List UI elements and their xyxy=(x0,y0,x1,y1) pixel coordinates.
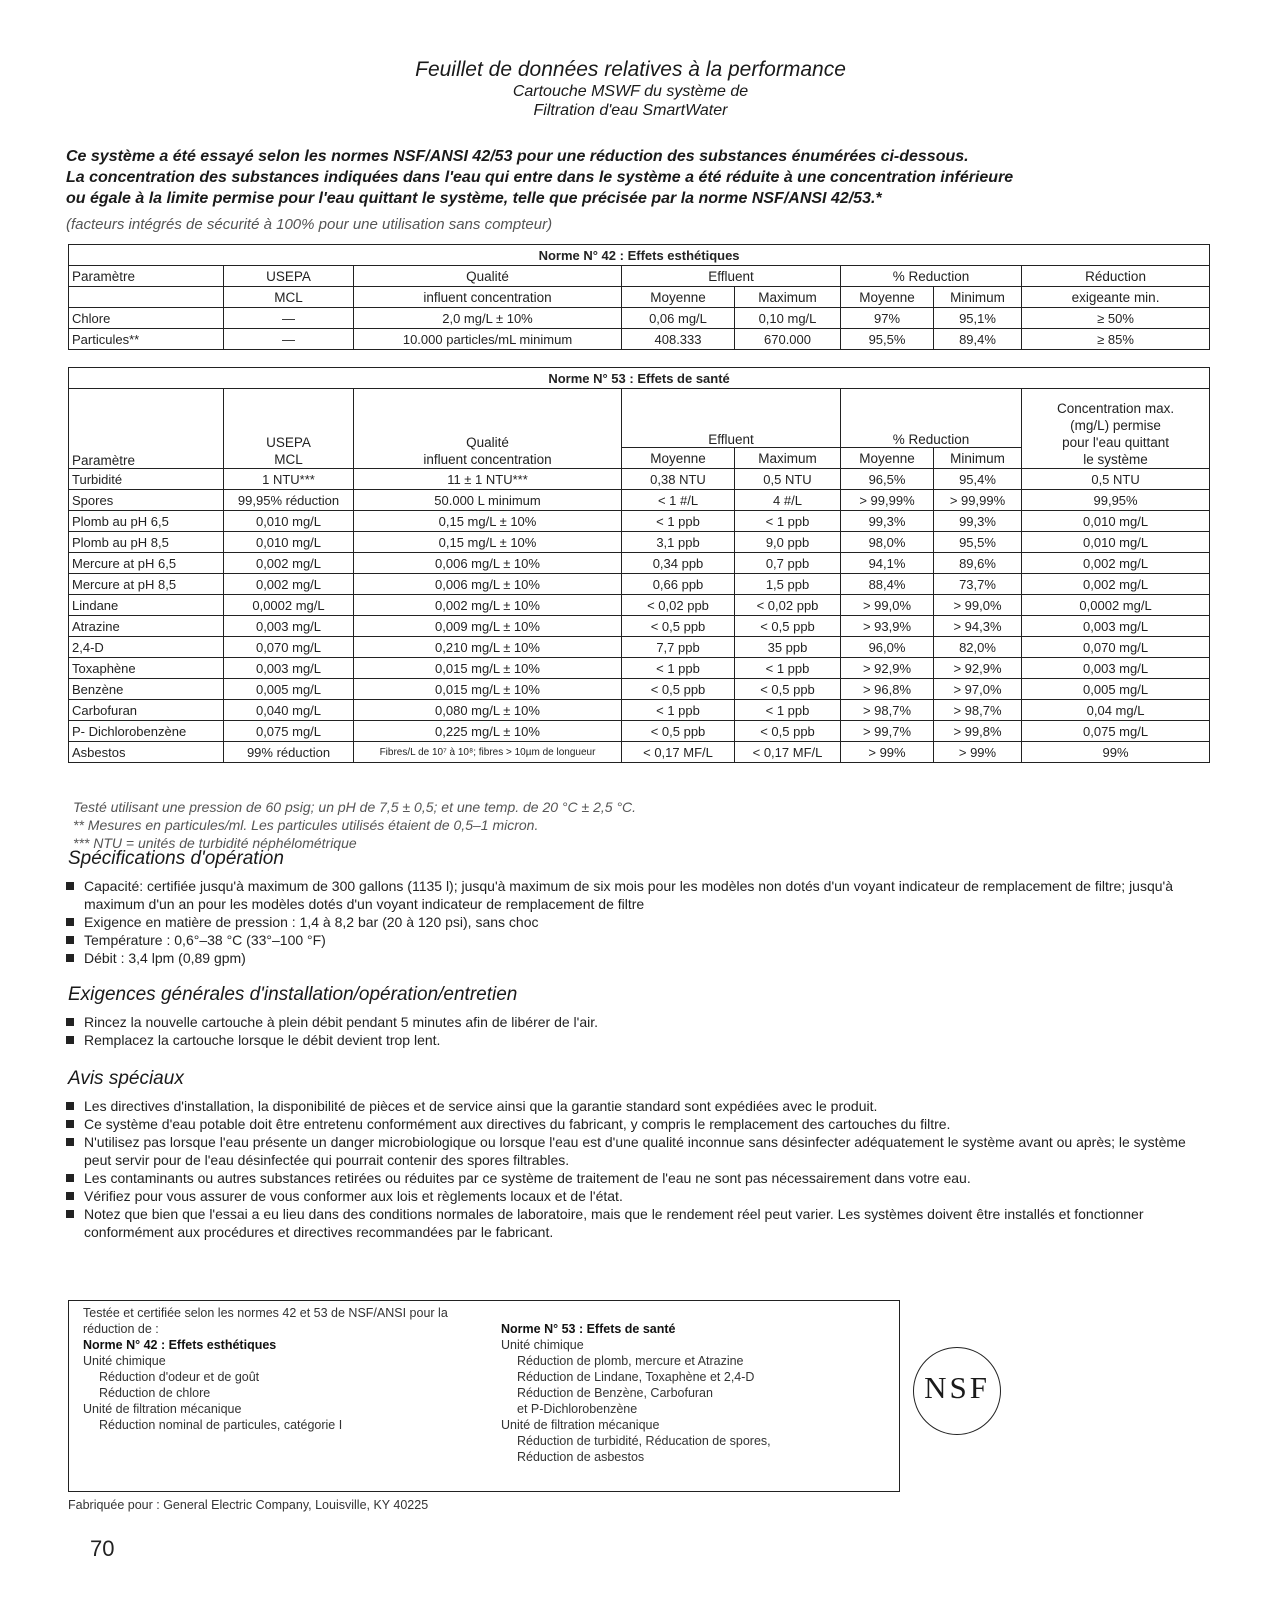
table-cell: 670.000 xyxy=(735,329,841,350)
table-cell: < 0,5 ppb xyxy=(735,721,841,742)
cert-left-lines xyxy=(83,1353,483,1433)
footnote: Testé utilisant une pression de 60 psig; un pH de 7,5 ± 0,5; et une temp. de 20 °C ± 2,5 °C. xyxy=(73,799,637,815)
table-cell: 0,009 mg/L ± 10% xyxy=(354,616,622,637)
section-heading-avis: Avis spéciaux xyxy=(68,1068,184,1089)
cert-line: Réduction de Benzène, Carbofuran xyxy=(517,1386,713,1400)
cert-left-column xyxy=(83,1305,483,1433)
table-cell: 0,006 mg/L ± 10% xyxy=(354,553,622,574)
cert-right-title: Norme N° 53 : Effets de santé xyxy=(501,1322,676,1336)
certification-box xyxy=(68,1300,900,1492)
table-cell: 0,002 mg/L xyxy=(1022,574,1210,595)
list-item-text: Ce système d'eau potable doit être entretenu conformément aux directives du fabricant, y compris le remplacement des cartouches du filtre. xyxy=(84,1116,951,1132)
table-cell: 0,0002 mg/L xyxy=(224,595,354,616)
bullet-square-icon xyxy=(66,1210,74,1218)
table-cell: 99% réduction xyxy=(224,742,354,763)
table-cell: < 0,02 ppb xyxy=(735,595,841,616)
header-blank xyxy=(69,287,224,308)
table-row xyxy=(69,595,1210,616)
table-cell: 0,040 mg/L xyxy=(224,700,354,721)
table-cell: 0,5 NTU xyxy=(1022,469,1210,490)
table-cell: 9,0 ppb xyxy=(735,532,841,553)
nsf-logo xyxy=(913,1347,1001,1435)
table-cell: 1 NTU*** xyxy=(224,469,354,490)
header-effluent: Effluent xyxy=(622,389,841,448)
header-concentration-max xyxy=(1022,389,1210,469)
cert-line: Réduction d'odeur et de goût xyxy=(99,1370,260,1384)
table-footnotes xyxy=(73,798,636,852)
nsf-logo-text: NSF xyxy=(924,1370,990,1405)
table-cell: 0,002 mg/L xyxy=(1022,553,1210,574)
header-qualite: Qualité xyxy=(354,266,622,287)
table-cell: < 1 ppb xyxy=(735,511,841,532)
table-cell: 99,3% xyxy=(934,511,1022,532)
list-item xyxy=(66,1031,1206,1049)
header-effluent: Effluent xyxy=(622,266,841,287)
cert-right-lines xyxy=(501,1337,891,1465)
header-influent: influent concentration xyxy=(354,287,622,308)
table-row xyxy=(69,490,1210,511)
table-cell: — xyxy=(224,329,354,350)
row-parameter: Mercure at pH 6,5 xyxy=(69,553,224,574)
cert-line: Réduction de asbestos xyxy=(517,1450,645,1464)
intro-paragraph xyxy=(66,146,1206,209)
table-cell: < 0,5 ppb xyxy=(622,679,735,700)
table-cell: 0,010 mg/L xyxy=(224,532,354,553)
list-item xyxy=(66,1097,1206,1115)
list-item-text: Les directives d'installation, la disponibilité de pièces et de service ainsi que la garantie standard sont expédiées avec le produit. xyxy=(84,1098,878,1114)
table-cell: > 99,99% xyxy=(841,490,934,511)
list-item-text: N'utilisez pas lorsque l'eau présente un danger microbiologique ou lorsque l'eau est d'une qualité inconnue sans désinfecter adéquatement le système avant ou après; le système peut servir pour de l'eau désinfectée qui pourrait contenir des spores filtrables. xyxy=(84,1134,1186,1168)
cert-intro: Testée et certifiée selon les normes 42 et 53 de NSF/ANSI pour la réduction de : xyxy=(83,1306,448,1336)
table-cell: < 1 ppb xyxy=(622,658,735,679)
table-cell: 0,5 NTU xyxy=(735,469,841,490)
row-parameter: P- Dichlorobenzène xyxy=(69,721,224,742)
table-row xyxy=(69,574,1210,595)
table-row xyxy=(69,742,1210,763)
row-parameter: Chlore xyxy=(69,308,224,329)
table-norm-title: Norme N° 42 : Effets esthétiques xyxy=(69,245,1210,266)
table-cell: < 1 ppb xyxy=(622,511,735,532)
table-row xyxy=(69,679,1210,700)
header-conc-line: pour l'eau quittant xyxy=(1062,435,1169,450)
table-row xyxy=(69,700,1210,721)
cert-line: Unité de filtration mécanique xyxy=(501,1418,660,1432)
list-item xyxy=(66,1115,1206,1133)
bullet-square-icon xyxy=(66,954,74,962)
table-cell: > 99% xyxy=(841,742,934,763)
table-cell: < 0,17 MF/L xyxy=(622,742,735,763)
header-conc-line: Concentration max. xyxy=(1057,401,1175,416)
list-item xyxy=(66,1169,1206,1187)
header-conc-line: le système xyxy=(1083,452,1148,467)
bullet-square-icon xyxy=(66,1120,74,1128)
table-cell: > 92,9% xyxy=(841,658,934,679)
table-cell: 99,3% xyxy=(841,511,934,532)
row-parameter: Benzène xyxy=(69,679,224,700)
cert-line: Unité de filtration mécanique xyxy=(83,1402,242,1416)
bullet-square-icon xyxy=(66,1192,74,1200)
cert-line: Réduction de turbidité, Réducation de spores, xyxy=(517,1434,771,1448)
cert-line: Réduction de Lindane, Toxaphène et 2,4-D xyxy=(517,1370,755,1384)
table-cell: 0,010 mg/L xyxy=(224,511,354,532)
table-cell: 0,005 mg/L xyxy=(224,679,354,700)
row-parameter: Turbidité xyxy=(69,469,224,490)
bullet-square-icon xyxy=(66,936,74,944)
table-cell: > 99% xyxy=(934,742,1022,763)
list-item-text: Débit : 3,4 lpm (0,89 gpm) xyxy=(84,950,246,966)
table-cell: 11 ± 1 NTU*** xyxy=(354,469,622,490)
subtitle-line-1: Cartouche MSWF du système de xyxy=(512,83,749,100)
table-cell: > 97,0% xyxy=(934,679,1022,700)
table-row xyxy=(69,658,1210,679)
table-row xyxy=(69,329,1210,350)
header-qualite-block xyxy=(354,389,622,469)
intro-line: ou égale à la limite permise pour l'eau quittant le système, telle que précisée par la norme NSF/ANSI 42/53.* xyxy=(66,190,882,207)
table-cell: 95,1% xyxy=(934,308,1022,329)
table-cell: 0,075 mg/L xyxy=(1022,721,1210,742)
list-item xyxy=(66,1205,1206,1241)
table-cell: 97% xyxy=(841,308,934,329)
table-cell: 95,4% xyxy=(934,469,1022,490)
header-parametre: Paramètre xyxy=(69,266,224,287)
list-item-text: Remplacez la cartouche lorsque le débit devient trop lent. xyxy=(84,1032,441,1048)
table-cell: 0,04 mg/L xyxy=(1022,700,1210,721)
row-parameter: Toxaphène xyxy=(69,658,224,679)
header-maximum: Maximum xyxy=(735,448,841,469)
table-cell: 0,005 mg/L xyxy=(1022,679,1210,700)
table-cell: 408.333 xyxy=(622,329,735,350)
table-cell: 99,95% réduction xyxy=(224,490,354,511)
table-cell: < 0,17 MF/L xyxy=(735,742,841,763)
install-list xyxy=(66,1013,1206,1049)
table-cell: 98,0% xyxy=(841,532,934,553)
table-cell: 0,070 mg/L xyxy=(1022,637,1210,658)
bullet-square-icon xyxy=(66,1138,74,1146)
header-usepa-mcl xyxy=(224,389,354,469)
cert-line: Unité chimique xyxy=(83,1354,166,1368)
cert-line: Unité chimique xyxy=(501,1338,584,1352)
page-number: 70 xyxy=(90,1536,115,1561)
table-cell: 0,06 mg/L xyxy=(622,308,735,329)
table-cell: 0,210 mg/L ± 10% xyxy=(354,637,622,658)
bullet-square-icon xyxy=(66,1036,74,1044)
list-item-text: Exigence en matière de pression : 1,4 à 8,2 bar (20 à 120 psi), sans choc xyxy=(84,914,539,930)
table-cell: > 98,7% xyxy=(841,700,934,721)
list-item-text: Capacité: certifiée jusqu'à maximum de 300 gallons (1135 l); jusqu'à maximum de six mois pour les modèles non dotés d'un voyant indicateur de remplacement de filtre; jusqu'à maximum d'un an pour les modèles dotés d'un voyant indicateur de remplacement de filtre xyxy=(84,878,1173,912)
cert-line: Réduction de chlore xyxy=(99,1386,211,1400)
table-cell: 3,1 ppb xyxy=(622,532,735,553)
list-item-text: Vérifiez pour vous assurer de vous conformer aux lois et règlements locaux et de l'état. xyxy=(84,1188,623,1204)
table-cell: 50.000 L minimum xyxy=(354,490,622,511)
table-cell: > 99,7% xyxy=(841,721,934,742)
row-parameter: Lindane xyxy=(69,595,224,616)
bullet-square-icon xyxy=(66,918,74,926)
header-maximum: Maximum xyxy=(735,287,841,308)
table-cell: > 96,8% xyxy=(841,679,934,700)
table-cell: 73,7% xyxy=(934,574,1022,595)
row-parameter: Carbofuran xyxy=(69,700,224,721)
table-cell: 0,10 mg/L xyxy=(735,308,841,329)
cert-left-title: Norme N° 42 : Effets esthétiques xyxy=(83,1338,277,1352)
table-norme-42 xyxy=(68,244,1210,350)
header-minimum: Minimum xyxy=(934,448,1022,469)
cert-right-column xyxy=(501,1321,891,1465)
table-row xyxy=(69,308,1210,329)
table-row xyxy=(69,511,1210,532)
table-cell: 10.000 particles/mL minimum xyxy=(354,329,622,350)
table-row xyxy=(69,616,1210,637)
table-cell: 0,003 mg/L xyxy=(224,616,354,637)
table-cell: Fibres/L de 10⁷ à 10⁸; fibres > 10µm de longueur xyxy=(354,742,622,763)
header-mcl: MCL xyxy=(274,452,303,467)
table-cell: 0,080 mg/L ± 10% xyxy=(354,700,622,721)
row-parameter: Asbestos xyxy=(69,742,224,763)
table-cell: 96,5% xyxy=(841,469,934,490)
table-cell: 0,010 mg/L xyxy=(1022,532,1210,553)
table-cell: 0,0002 mg/L xyxy=(1022,595,1210,616)
table-cell: 0,015 mg/L ± 10% xyxy=(354,679,622,700)
safety-factors-note: (facteurs intégrés de sécurité à 100% pour une utilisation sans compteur) xyxy=(66,216,553,233)
table-cell: 95,5% xyxy=(934,532,1022,553)
list-item-text: Température : 0,6°–38 °C (33°–100 °F) xyxy=(84,932,326,948)
table-cell: 0,015 mg/L ± 10% xyxy=(354,658,622,679)
table-cell: 0,225 mg/L ± 10% xyxy=(354,721,622,742)
bullet-square-icon xyxy=(66,1102,74,1110)
header-moyenne: Moyenne xyxy=(841,287,934,308)
bullet-square-icon xyxy=(66,882,74,890)
table-cell: 0,006 mg/L ± 10% xyxy=(354,574,622,595)
table-cell: 7,7 ppb xyxy=(622,637,735,658)
table-cell: ≥ 85% xyxy=(1022,329,1210,350)
table-cell: < 1 #/L xyxy=(622,490,735,511)
table-cell: — xyxy=(224,308,354,329)
row-parameter: Particules** xyxy=(69,329,224,350)
list-item xyxy=(66,1187,1206,1205)
table-row xyxy=(69,553,1210,574)
list-item-text: Notez que bien que l'essai a eu lieu dans des conditions normales de laboratoire, mais que le rendement réel peut varier. Les systèmes doivent être installés et fonctionner conformément aux procédures et directives recommandées par le fabricant. xyxy=(84,1206,1144,1240)
header-conc-line: (mg/L) permise xyxy=(1070,418,1161,433)
table-cell: < 1 ppb xyxy=(735,700,841,721)
table-cell: > 99,8% xyxy=(934,721,1022,742)
table-cell: 0,010 mg/L xyxy=(1022,511,1210,532)
table-cell: 0,070 mg/L xyxy=(224,637,354,658)
table-cell: 89,4% xyxy=(934,329,1022,350)
header-usepa: USEPA xyxy=(224,266,354,287)
header-moyenne: Moyenne xyxy=(622,287,735,308)
table-cell: 0,66 ppb xyxy=(622,574,735,595)
table-cell: > 99,0% xyxy=(934,595,1022,616)
table-cell: 94,1% xyxy=(841,553,934,574)
row-parameter: Plomb au pH 8,5 xyxy=(69,532,224,553)
header-minimum: Minimum xyxy=(934,287,1022,308)
list-item xyxy=(66,913,1206,931)
footnote: *** NTU = unités de turbidité néphélométrique xyxy=(73,835,357,851)
title-block xyxy=(0,58,1261,120)
table-cell: 89,6% xyxy=(934,553,1022,574)
list-item-text: Rincez la nouvelle cartouche à plein débit pendant 5 minutes afin de libérer de l'air. xyxy=(84,1014,598,1030)
table-cell: < 0,02 ppb xyxy=(622,595,735,616)
cert-line: Réduction de plomb, mercure et Atrazine xyxy=(517,1354,744,1368)
table-cell: 35 ppb xyxy=(735,637,841,658)
table-cell: 1,5 ppb xyxy=(735,574,841,595)
table-cell: 0,003 mg/L xyxy=(1022,616,1210,637)
row-parameter: Spores xyxy=(69,490,224,511)
table-cell: 0,075 mg/L xyxy=(224,721,354,742)
table-cell: 96,0% xyxy=(841,637,934,658)
header-mcl: MCL xyxy=(224,287,354,308)
header-exigeante: exigeante min. xyxy=(1022,287,1210,308)
table-cell: < 0,5 ppb xyxy=(622,721,735,742)
row-parameter: Mercure at pH 8,5 xyxy=(69,574,224,595)
table-norme-53 xyxy=(68,367,1210,763)
header-parametre: Paramètre xyxy=(69,389,224,469)
table-row xyxy=(69,469,1210,490)
table-cell: 0,002 mg/L xyxy=(224,553,354,574)
list-item xyxy=(66,1133,1206,1169)
cert-line: Réduction nominal de particules, catégorie I xyxy=(99,1418,343,1432)
table-cell: 0,15 mg/L ± 10% xyxy=(354,532,622,553)
bullet-square-icon xyxy=(66,1174,74,1182)
row-parameter: Plomb au pH 6,5 xyxy=(69,511,224,532)
header-qualite: Qualité xyxy=(466,435,509,450)
section-heading-installation: Exigences générales d'installation/opération/entretien xyxy=(68,984,518,1005)
header-moyenne: Moyenne xyxy=(841,448,934,469)
header-reduction: % Reduction xyxy=(841,266,1022,287)
table-cell: < 0,5 ppb xyxy=(622,616,735,637)
table-cell: 0,38 NTU xyxy=(622,469,735,490)
table-cell: 0,003 mg/L xyxy=(1022,658,1210,679)
table-cell: > 94,3% xyxy=(934,616,1022,637)
bullet-square-icon xyxy=(66,1018,74,1026)
header-moyenne: Moyenne xyxy=(622,448,735,469)
table-row xyxy=(69,532,1210,553)
row-parameter: 2,4-D xyxy=(69,637,224,658)
table-norm-title: Norme N° 53 : Effets de santé xyxy=(69,368,1210,389)
table-cell: < 0,5 ppb xyxy=(735,616,841,637)
table-cell: < 1 ppb xyxy=(622,700,735,721)
table-cell: 0,003 mg/L xyxy=(224,658,354,679)
table-row xyxy=(69,637,1210,658)
table-cell: ≥ 50% xyxy=(1022,308,1210,329)
table-cell: > 99,99% xyxy=(934,490,1022,511)
list-item xyxy=(66,877,1206,913)
table-cell: 99% xyxy=(1022,742,1210,763)
table-row xyxy=(69,721,1210,742)
header-reduction: % Reduction xyxy=(841,389,1022,448)
table-cell: 0,7 ppb xyxy=(735,553,841,574)
section-heading-specifications: Spécifications d'opération xyxy=(68,848,284,869)
list-item xyxy=(66,949,1206,967)
spec-list xyxy=(66,877,1206,967)
table-cell: > 93,9% xyxy=(841,616,934,637)
table-cell: 0,15 mg/L ± 10% xyxy=(354,511,622,532)
intro-line: Ce système a été essayé selon les normes NSF/ANSI 42/53 pour une réduction des substances énumérées ci-dessous. xyxy=(66,148,969,165)
table-cell: 0,002 mg/L xyxy=(224,574,354,595)
list-item-text: Les contaminants ou autres substances retirées ou réduites par ce système de traitement de l'eau ne sont pas nécessairement dans votre eau. xyxy=(84,1170,971,1186)
table-cell: 0,34 ppb xyxy=(622,553,735,574)
subtitle-line-2: Filtration d'eau SmartWater xyxy=(533,102,728,119)
row-parameter: Atrazine xyxy=(69,616,224,637)
table-cell: 82,0% xyxy=(934,637,1022,658)
header-usepa: USEPA xyxy=(266,435,311,450)
table-cell: 2,0 mg/L ± 10% xyxy=(354,308,622,329)
table-cell: > 92,9% xyxy=(934,658,1022,679)
table-cell: > 98,7% xyxy=(934,700,1022,721)
footnote: ** Mesures en particules/ml. Les particules utilisés étaient de 0,5–1 micron. xyxy=(73,817,539,833)
table-cell: 88,4% xyxy=(841,574,934,595)
table-cell: 4 #/L xyxy=(735,490,841,511)
table-cell: 95,5% xyxy=(841,329,934,350)
intro-line: La concentration des substances indiquées dans l'eau qui entre dans le système a été réduite à une concentration inférieure xyxy=(66,169,1014,186)
list-item xyxy=(66,1013,1206,1031)
list-item xyxy=(66,931,1206,949)
avis-list xyxy=(66,1097,1206,1241)
table-cell: < 1 ppb xyxy=(735,658,841,679)
cert-line: et P-Dichlorobenzène xyxy=(517,1402,638,1416)
header-influent: influent concentration xyxy=(423,452,552,467)
table-cell: > 99,0% xyxy=(841,595,934,616)
header-reduction-min: Réduction xyxy=(1022,266,1210,287)
table-cell: < 0,5 ppb xyxy=(735,679,841,700)
table-cell: 0,002 mg/L ± 10% xyxy=(354,595,622,616)
table-cell: 99,95% xyxy=(1022,490,1210,511)
page-title: Feuillet de données relatives à la performance xyxy=(415,58,846,81)
manufacturer-footer: Fabriquée pour : General Electric Company, Louisville, KY 40225 xyxy=(68,1498,429,1512)
